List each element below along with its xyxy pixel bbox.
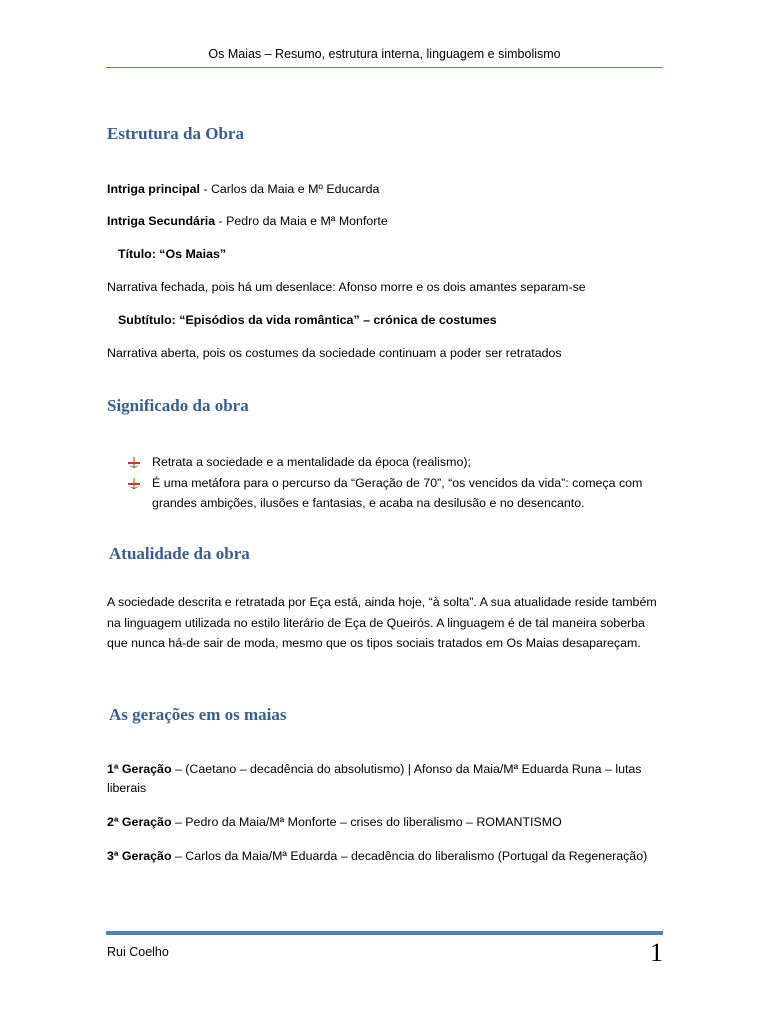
intriga-principal <box>107 179 667 199</box>
intriga-secundaria-text: - Pedro da Maia e Mª Monforte <box>215 214 388 228</box>
significado-list <box>128 452 668 514</box>
intriga-principal-text: - Carlos da Maia e Mº Educarda <box>199 182 380 196</box>
footer-rule <box>106 931 663 935</box>
intriga-secundaria-label: Intriga Secundária <box>107 214 216 228</box>
significado-bullet-2: É uma metáfora para o percurso da “Geração de 70”, “os vencidos da vida”: começa com grandes ambições, ilusões e fantasias, e acaba na desilusão e no desencanto. <box>152 476 643 510</box>
list-item <box>128 452 668 472</box>
atualidade-text: A sociedade descrita e retratada por Eça está, ainda hoje, “à solta”. A sua atualidade reside também na linguagem utilizada no estilo literário de Eça de Queirós. A linguagem é de tal maneira soberba que nunca há-de sair de moda, mesmo que os tipos sociais tratados em Os Maias desapareçam. <box>107 595 657 650</box>
page-number: 1 <box>650 938 663 967</box>
geracao-2 <box>107 812 667 832</box>
intriga-secundaria <box>107 211 667 231</box>
heading-estrutura: Estrutura da Obra <box>107 124 244 143</box>
arrow-bullet-icon <box>128 457 140 468</box>
list-item <box>128 473 668 513</box>
page-header: Os Maias – Resumo, estrutura interna, linguagem e simbolismo <box>208 47 561 61</box>
subtitulo-line: Subtítulo: “Episódios da vida romântica” – crónica de costumes <box>118 313 497 327</box>
geracao-2-text: – Pedro da Maia/Mª Monforte – crises do liberalismo – ROMANTISMO <box>171 815 562 829</box>
heading-atualidade: Atualidade da obra <box>109 544 250 563</box>
heading-geracoes: As gerações em os maias <box>109 705 287 724</box>
narrativa-fechada: Narrativa fechada, pois há um desenlace: Afonso morre e os dois amantes separam-se <box>107 280 586 294</box>
geracao-1-label: 1ª Geração <box>107 762 172 776</box>
geracao-2-label: 2ª Geração <box>107 815 172 829</box>
header-rule <box>106 67 663 68</box>
narrativa-aberta: Narrativa aberta, pois os costumes da sociedade continuam a poder ser retratados <box>107 346 562 360</box>
geracao-1-text: – (Caetano – decadência do absolutismo) | Afonso da Maia/Mª Eduarda Runa – lutas liberais <box>107 762 642 795</box>
geracao-3-text: – Carlos da Maia/Mª Eduarda – decadência do liberalismo (Portugal da Regeneração) <box>171 849 648 863</box>
geracao-3-label: 3ª Geração <box>107 849 172 863</box>
significado-bullet-1: Retrata a sociedade e a mentalidade da época (realismo); <box>152 455 471 469</box>
geracao-3 <box>107 846 667 866</box>
titulo-line: Título: “Os Maias” <box>118 247 227 261</box>
arrow-bullet-icon <box>128 478 140 489</box>
heading-significado: Significado da obra <box>107 396 249 415</box>
intriga-principal-label: Intriga principal <box>107 182 200 196</box>
geracao-1 <box>107 760 662 798</box>
footer-author: Rui Coelho <box>107 945 169 959</box>
